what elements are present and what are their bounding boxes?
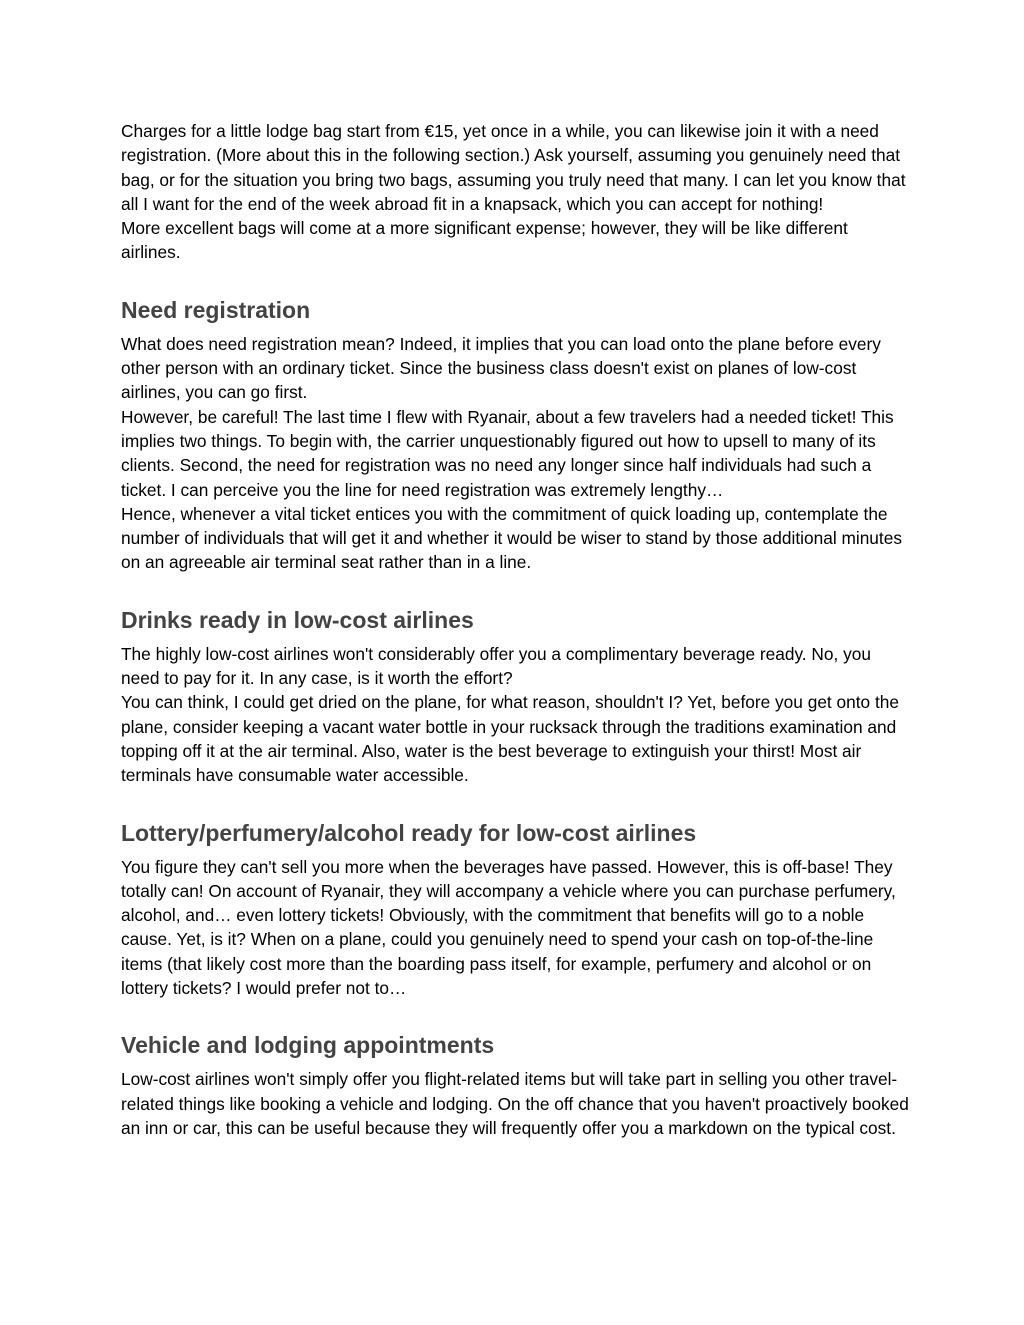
- intro-paragraph: Charges for a little lodge bag start from €15, yet once in a while, you can likewise join it with a need registration. (More about this in the following section.) Ask yourself, assuming you genuinely need that bag, or for the situation you bring two bags, assuming you truly need that many. I can let you know that all I want for the end of the week abroad fit in a knapsack, which you can accept for nothing!: [121, 121, 906, 214]
- section-lottery: [121, 817, 911, 1001]
- section-heading: Need registration: [121, 296, 311, 323]
- section-heading: Vehicle and lodging appointments: [121, 1032, 495, 1059]
- section-drinks: [121, 604, 911, 788]
- intro-block: [121, 119, 911, 265]
- section-paragraph: Low-cost airlines won't simply offer you flight-related items but will take part in selling you other travel-related things like booking a vehicle and lodging. On the off chance that you haven't proactively booked an inn or car, this can be useful because they will frequently offer you a markdown on the typical cost.: [121, 1069, 909, 1138]
- section-paragraph: The highly low-cost airlines won't considerably offer you a complimentary beverage ready. No, you need to pay for it. In any case, is it worth the effort?: [121, 643, 871, 689]
- section-paragraph: Hence, whenever a vital ticket entices you with the commitment of quick loading up, contemplate the number of individuals that will get it and whether it would be wiser to stand by those additional minutes on an agreeable air terminal seat rather than in a line.: [121, 503, 902, 573]
- intro-paragraph: More excellent bags will come at a more significant expense; however, they will be like different airlines.: [121, 218, 848, 263]
- section-need-registration: [121, 294, 911, 575]
- section-paragraph: What does need registration mean? Indeed, it implies that you can load onto the plane before every other person with an ordinary ticket. Since the business class doesn't exist on planes of low-cost airlines, you can go first.: [121, 333, 881, 403]
- section-paragraph: However, be careful! The last time I flew with Ryanair, about a few travelers had a needed ticket! This implies two things. To begin with, the carrier unquestionably figured out how to upsell to many of its clients. Second, the need for registration was no need any longer since half individuals had such a ticket. I can perceive you the line for need registration was extremely lengthy…: [121, 406, 894, 500]
- section-heading: Drinks ready in low-cost airlines: [121, 606, 474, 633]
- section-heading: Lottery/perfumery/alcohol ready for low-cost airlines: [121, 819, 697, 846]
- section-vehicle-lodging: [121, 1029, 911, 1140]
- section-paragraph: You can think, I could get dried on the plane, for what reason, shouldn't I? Yet, before you get onto the plane, consider keeping a vacant water bottle in your rucksack through the traditions examination and topping off it at the air terminal. Also, water is the best beverage to extinguish your thirst! Most air terminals have consumable water accessible.: [121, 692, 899, 786]
- section-paragraph: You figure they can't sell you more when the beverages have passed. However, this is off-base! They totally can! On account of Ryanair, they will accompany a vehicle where you can purchase perfumery, alcohol, and… even lottery tickets! Obviously, with the commitment that benefits will go to a noble cause. Yet, is it? When on a plane, could you genuinely need to spend your cash on top-of-the-line items (that likely cost more than the boarding pass itself, for example, perfumery and alcohol or on lottery tickets? I would prefer not to…: [121, 856, 896, 999]
- document-page: [121, 119, 911, 1140]
